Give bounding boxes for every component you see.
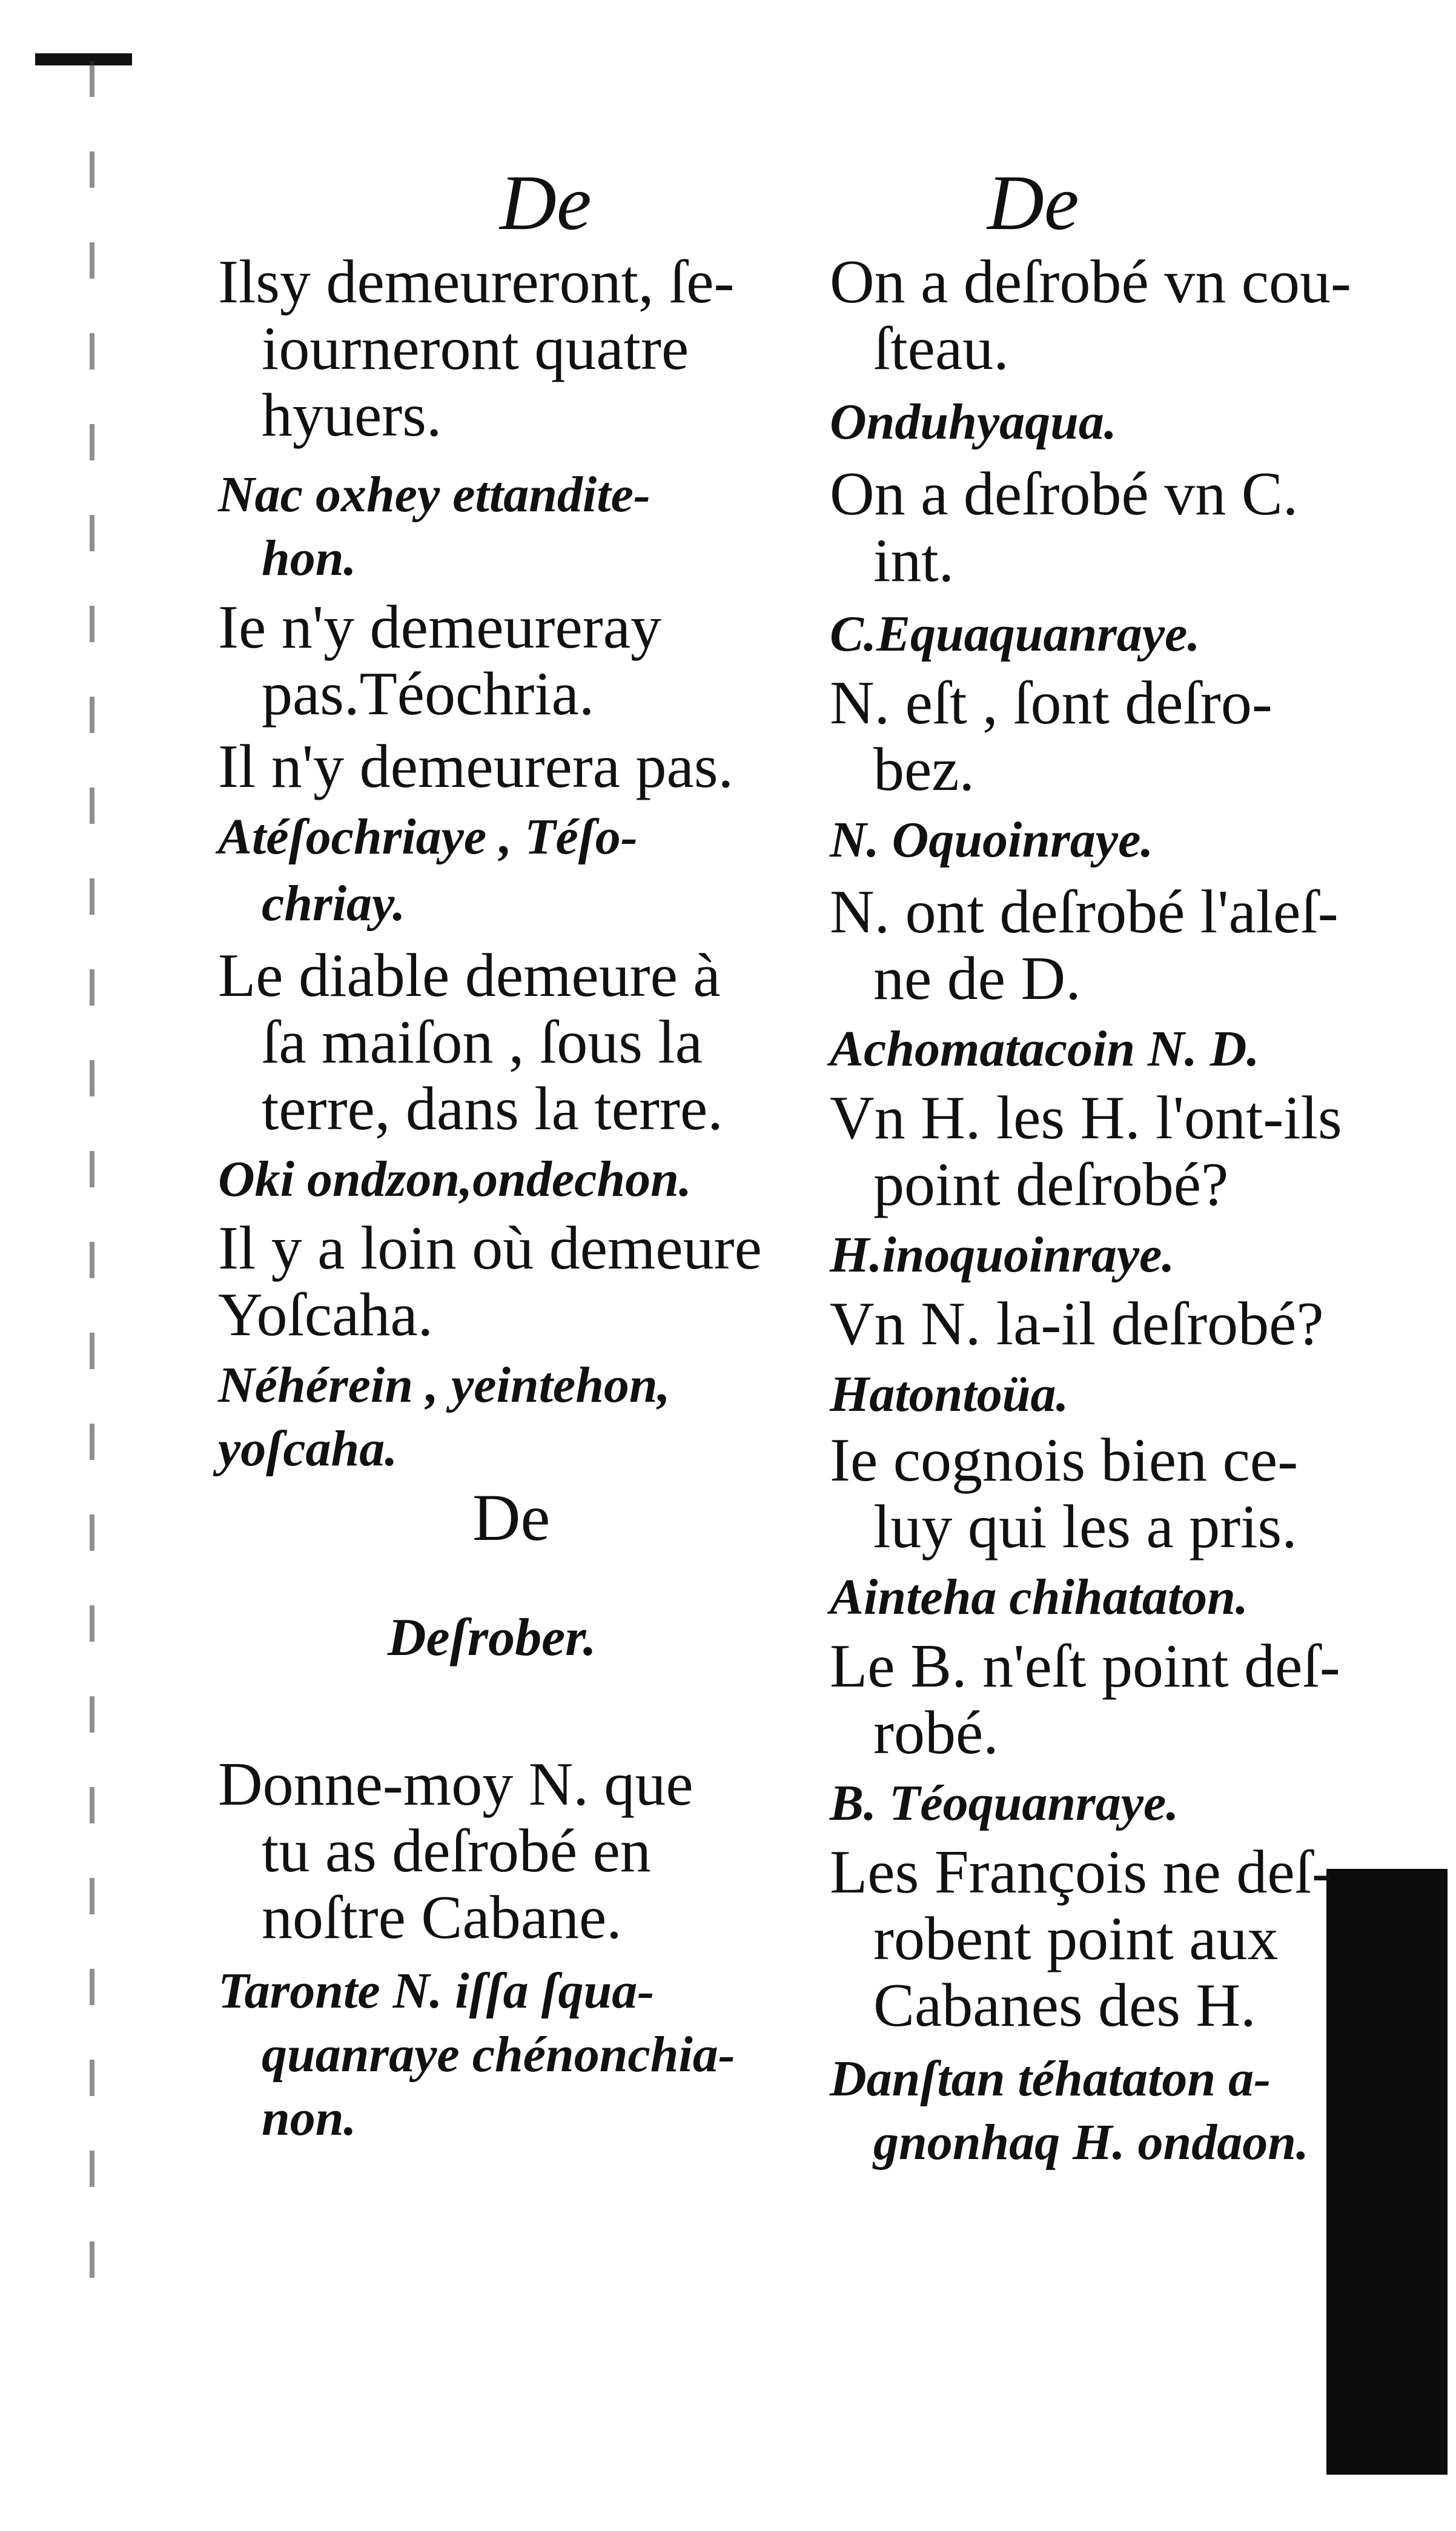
text-line: Yoſcaha.: [218, 1281, 434, 1349]
text-line-italic: Onduhyaqua.: [830, 394, 1117, 450]
text-line: noſtre Cabane.: [262, 1883, 622, 1952]
text-line: Les François ne deſ-: [830, 1838, 1332, 1906]
text-line: terre, dans la terre.: [262, 1075, 723, 1143]
text-line-italic: Néhérein , yeintehon,: [218, 1357, 670, 1413]
text-line: robé.: [873, 1699, 999, 1767]
entry-heading: Deſrober.: [388, 1608, 597, 1667]
text-line-italic: C.Equaquanraye.: [830, 606, 1200, 662]
text-line-italic: Hatontoüa.: [830, 1366, 1069, 1422]
text-line: Ilsy demeureront, ſe-: [218, 248, 735, 316]
text-line: Ie n'y demeureray: [218, 593, 661, 662]
text-line-italic: N. Oquoinraye.: [830, 812, 1154, 868]
text-line: Il n'y demeurera pas.: [218, 732, 734, 801]
text-line: ſteau.: [873, 314, 1009, 383]
text-line-italic: hon.: [262, 530, 357, 586]
text-line: On a deſrobé vn cou-: [830, 248, 1352, 316]
text-line-italic: gnonhaq H. ondaon.: [873, 2114, 1309, 2171]
text-line: Cabanes des H.: [873, 1971, 1256, 2040]
text-line: luy qui les a pris.: [873, 1493, 1297, 1561]
text-line: Vn H. les H. l'ont-ils: [830, 1084, 1342, 1152]
text-line: N. eſt , ſont deſro-: [830, 669, 1272, 737]
text-line-italic: Danſtan téhataton a-: [830, 2051, 1271, 2107]
text-line: ſa maiſon , ſous la: [262, 1008, 703, 1076]
text-line: Vn N. la-il deſrobé?: [830, 1290, 1324, 1358]
text-line: hyuers.: [262, 381, 442, 449]
text-line-italic: non.: [262, 2090, 357, 2146]
text-line-italic: Achomatacoin N. D.: [830, 1021, 1260, 1077]
text-line: Donne-moy N. que: [218, 1750, 693, 1819]
text-line-italic: quanraye chénonchia-: [262, 2026, 735, 2083]
text-line-italic: Taronte N. iſſa ſqua-: [218, 1963, 655, 2019]
text-line-italic: Oki ondzon,ondechon.: [218, 1151, 692, 1207]
page-edge-shadow: [1326, 1869, 1448, 2475]
text-line: point deſrobé?: [873, 1150, 1229, 1219]
text-line: tu as deſrobé en: [262, 1817, 651, 1885]
text-line-italic: yoſcaha.: [218, 1421, 398, 1477]
text-line-italic: chriay.: [262, 875, 406, 932]
text-line-italic: Nac oxhey ettandite-: [218, 466, 650, 523]
text-line-italic: Ainteha chihataton.: [830, 1569, 1248, 1625]
text-line: Ie cognois bien ce-: [830, 1426, 1299, 1494]
running-head-right: De: [987, 159, 1079, 247]
text-line: On a deſrobé vn C.: [830, 460, 1299, 528]
margin-rule: [90, 61, 94, 2278]
text-line-italic: Atéſochriaye , Téſo-: [218, 809, 638, 865]
text-line: N. ont deſrobé l'aleſ-: [830, 878, 1339, 946]
text-line: robent point aux: [873, 1905, 1279, 1973]
text-line: Il y a loin où demeure: [218, 1214, 762, 1282]
section-heading: De: [472, 1481, 551, 1554]
text-line: Le diable demeure à: [218, 941, 721, 1010]
running-head-left: De: [500, 159, 592, 247]
text-line: Le B. n'eſt point deſ-: [830, 1632, 1340, 1700]
text-line: pas.Téochria.: [262, 660, 595, 728]
text-line: ne de D.: [873, 944, 1081, 1013]
text-line: bez.: [873, 735, 975, 804]
text-line-italic: B. Téoquanraye.: [830, 1775, 1179, 1831]
text-line: iourneront quatre: [262, 314, 689, 383]
margin-mark: [35, 53, 132, 65]
text-line-italic: H.inoquoinraye.: [830, 1227, 1175, 1283]
text-line: int.: [873, 526, 955, 595]
